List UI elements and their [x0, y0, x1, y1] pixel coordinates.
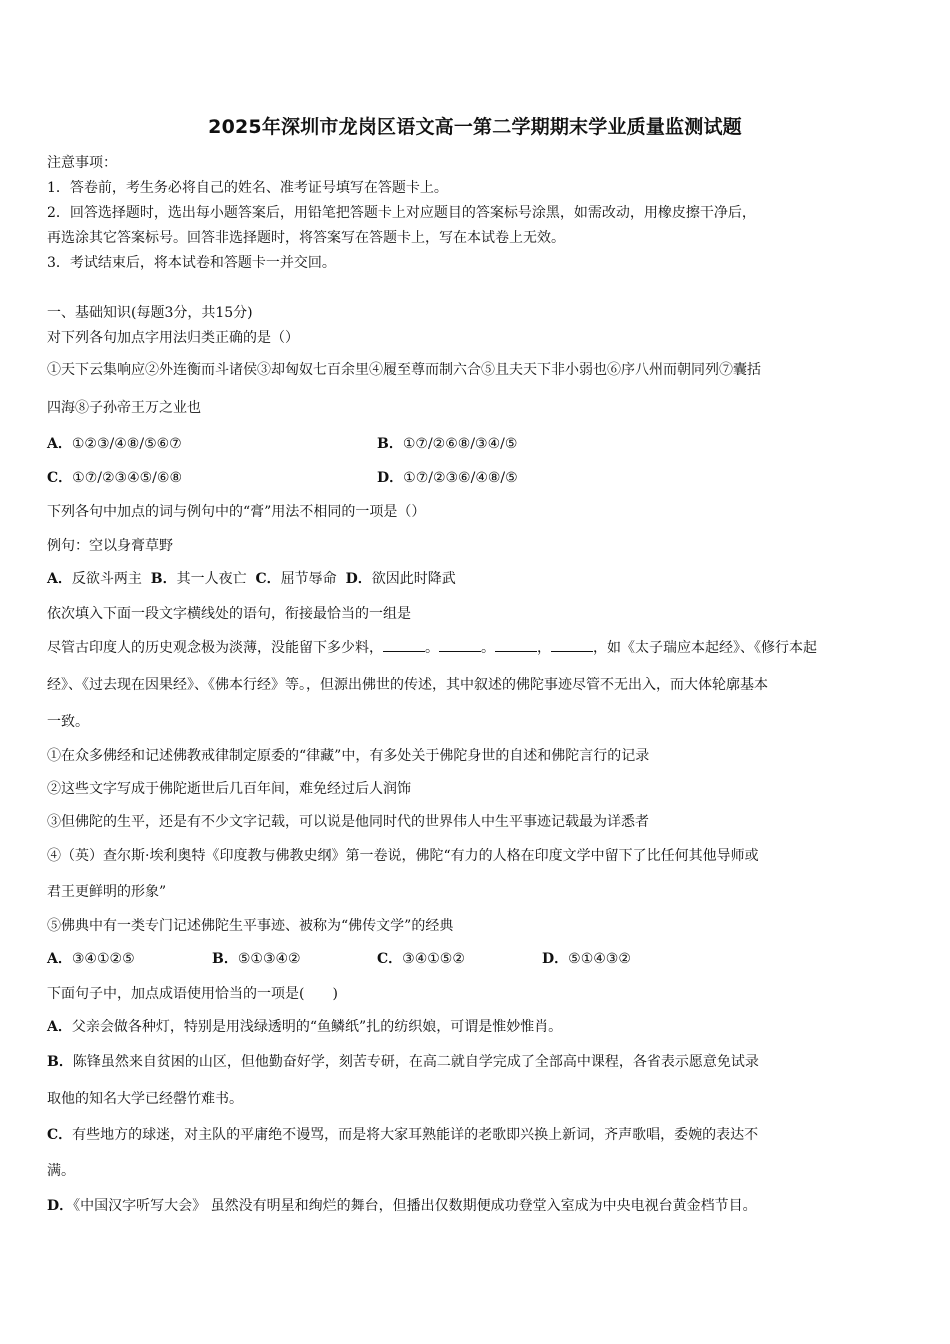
answer-blank — [551, 639, 593, 652]
q3-option-c — [377, 948, 465, 968]
q3-sentence-5: ⑤佛典中有一类专门记述佛陀生平事迹、被称为“佛传文学”的经典 — [47, 918, 454, 934]
option-label: D． — [542, 951, 569, 967]
q2-options — [47, 568, 456, 588]
q1-stem: 对下列各句加点字用法归类正确的是（） — [47, 330, 299, 346]
option-label: B． — [377, 436, 403, 452]
q3-sentence-4b: 君王更鲜明的形象” — [47, 884, 167, 900]
option-label: A． — [47, 951, 72, 967]
q3-sentence-1: ①在众多佛经和记述佛教戒律制定原委的“律藏”中，有多处关于佛陀身世的自述和佛陀言行的记录 — [47, 748, 650, 764]
notice-heading: 注意事项： — [47, 155, 117, 171]
answer-blank — [383, 639, 425, 652]
q3-option-d — [542, 948, 631, 968]
section1-heading: 一、基础知识(每题3分，共15分) — [47, 305, 253, 321]
option-label: A． — [47, 436, 72, 452]
q3-passage-line2: 经》、《过去现在因果经》、《佛本行经》等。，但源出佛世的传述，其中叙述的佛陀事迹尽管不无出入，而大体轮廓基本 — [47, 677, 768, 693]
page-title: 2025年深圳市龙岗区语文高一第二学期期末学业质量监测试题 — [208, 116, 742, 138]
notice-item-3: 3．考试结束后，将本试卷和答题卡一并交回。 — [47, 255, 336, 271]
option-text: ③④①②⑤ — [71, 951, 135, 967]
q4-option-a — [47, 1016, 562, 1036]
q3-passage-start: 尽管古印度人的历史观念极为淡薄，没能留下多少料， — [47, 640, 383, 656]
option-label: A． — [47, 571, 72, 587]
answer-blank — [439, 639, 481, 652]
q4-option-b-line1 — [47, 1051, 759, 1071]
option-label: B． — [47, 1054, 73, 1070]
option-text: ①⑦/②③④⑤/⑥⑧ — [72, 470, 182, 486]
option-label: C． — [47, 1127, 73, 1143]
q3-sentence-3: ③但佛陀的生平，还是有不少文字记载，可以说是他同时代的世界伟人中生平事迹记载最为详悉者 — [47, 814, 649, 830]
option-text: ⑤①③④② — [237, 951, 301, 967]
option-label: C． — [377, 951, 403, 967]
q1-option-c — [47, 467, 182, 487]
q1-text-line2: 四海⑧子孙帝王万之业也 — [47, 400, 201, 416]
option-label: B． — [212, 951, 238, 967]
q2-option-c: 屈节辱命 — [280, 571, 337, 587]
option-text: 陈锋虽然来自贫困的山区，但他勤奋好学，刻苦专研，在高二就自学完成了全部高中课程，各省表示愿意免试录 — [72, 1054, 759, 1070]
option-text: 《中国汉字听写大会》 虽然没有明星和绚烂的舞台，但播出仅数期便成功登堂入室成为中央电视台黄金档节目。 — [73, 1198, 757, 1214]
option-label: D． — [47, 1198, 74, 1214]
q1-text-line1: ①天下云集响应②外连衡而斗诸侯③却匈奴七百余里④履至尊而制六合⑤且夫天下非小弱也⑥序八州而朝同列⑦囊括 — [47, 362, 761, 378]
option-text: ①⑦/②③⑥/④⑧/⑤ — [403, 470, 518, 486]
q4-stem: 下面句子中，加点成语使用恰当的一项是( ) — [47, 986, 338, 1002]
punct: 。 — [481, 640, 495, 656]
q1-option-a — [47, 433, 182, 453]
q1-option-d — [377, 467, 518, 487]
answer-blank — [495, 639, 537, 652]
notice-item-1: 1．答卷前，考生务必将自己的姓名、准考证号填写在答题卡上。 — [47, 180, 448, 196]
option-text: 父亲会做各种灯，特别是用浅绿透明的“鱼鳞纸”扎的纺织娘，可谓是惟妙惟肖。 — [71, 1019, 563, 1035]
option-text: ⑤①④③② — [568, 951, 631, 967]
q3-option-b — [212, 948, 301, 968]
option-text: ③④①⑤② — [402, 951, 465, 967]
option-label: C． — [255, 571, 281, 587]
q3-stem: 依次填入下面一段文字横线处的语句，衔接最恰当的一组是 — [47, 606, 411, 622]
notice-item-2a: 2．回答选择题时，选出每小题答案后，用铅笔把答题卡上对应题目的答案标号涂黑，如需改动，用橡皮擦干净后， — [47, 205, 756, 221]
q3-passage-tail: ，如《太子瑞应本起经》、《修行本起 — [593, 640, 817, 656]
q3-passage-line1 — [47, 637, 817, 657]
punct: ， — [537, 640, 551, 656]
q4-option-c-line1 — [47, 1124, 758, 1144]
q3-sentence-2: ②这些文字写成于佛陀逝世后几百年间，难免经过后人润饰 — [47, 781, 411, 797]
q4-option-d — [47, 1195, 757, 1215]
q4-option-c-line2: 满。 — [47, 1163, 75, 1179]
notice-item-2b: 再选涂其它答案标号。回答非选择题时，将答案写在答题卡上，写在本试卷上无效。 — [47, 230, 565, 246]
q2-option-a: 反欲斗两主 — [71, 571, 142, 587]
q2-example: 例句：空以身膏草野 — [47, 538, 173, 554]
option-text: 有些地方的球迷，对主队的平庸绝不谩骂，而是将大家耳熟能详的老歌即兴换上新词，齐声歌唱，委婉的表达不 — [72, 1127, 759, 1143]
q2-option-d: 欲因此时降武 — [371, 571, 456, 587]
q3-option-a — [47, 948, 135, 968]
option-text: ①②③/④⑧/⑤⑥⑦ — [71, 436, 182, 452]
option-text: ①⑦/②⑥⑧/③④/⑤ — [402, 436, 518, 452]
q3-sentence-4a: ④（英）查尔斯·埃利奥特《印度教与佛教史纲》第一卷说，佛陀“有力的人格在印度文学中留下了比任何其他导师或 — [47, 848, 759, 864]
option-label: C． — [47, 470, 73, 486]
q2-stem: 下列各句中加点的词与例句中的“膏”用法不相同的一项是（） — [47, 504, 426, 520]
option-label: D． — [345, 571, 372, 587]
q4-option-b-line2: 取他的知名大学已经罄竹难书。 — [47, 1091, 243, 1107]
q2-option-b: 其一人夜亡 — [176, 571, 247, 587]
option-label: B． — [150, 571, 177, 587]
q1-option-b — [377, 433, 517, 453]
option-label: D． — [377, 470, 404, 486]
option-label: A． — [47, 1019, 72, 1035]
q3-passage-line3: 一致。 — [47, 714, 89, 730]
punct: 。 — [425, 640, 439, 656]
